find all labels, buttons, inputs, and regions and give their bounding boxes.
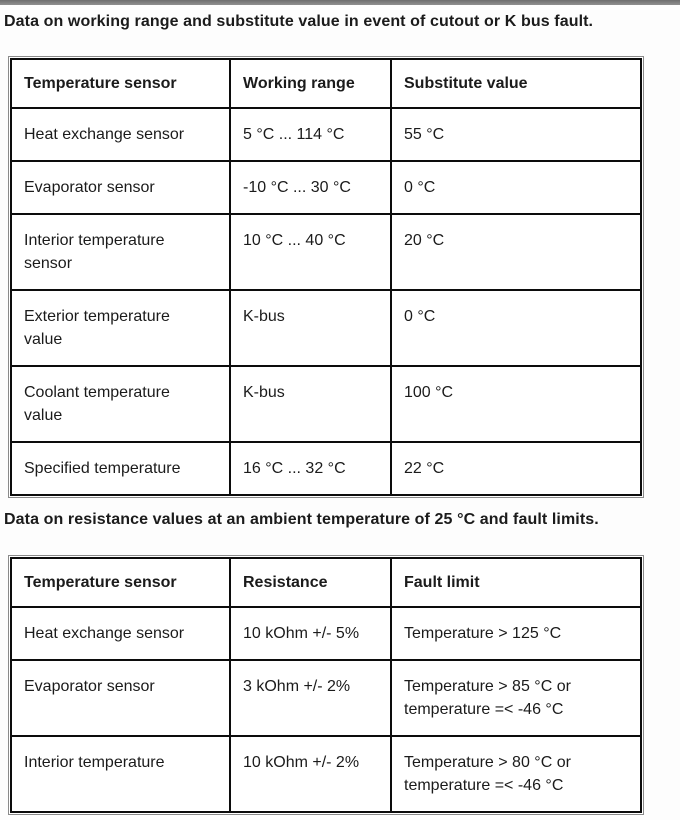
working-range-table bbox=[10, 58, 642, 496]
table-cell: 22 °C bbox=[391, 442, 641, 495]
table-cell: 5 °C ... 114 °C bbox=[230, 108, 391, 161]
table-cell: Temperature > 125 °C bbox=[391, 607, 641, 660]
table-row bbox=[11, 607, 641, 660]
table-row bbox=[11, 366, 641, 442]
column-header: Fault limit bbox=[391, 558, 641, 607]
section-working-range bbox=[0, 12, 680, 503]
working-range-table-frame bbox=[8, 56, 644, 498]
table-row bbox=[11, 214, 641, 290]
table-cell: 10 kOhm +/- 5% bbox=[230, 607, 391, 660]
table-cell: 10 kOhm +/- 2% bbox=[230, 736, 391, 812]
column-header: Resistance bbox=[230, 558, 391, 607]
table-cell: Heat exchange sensor bbox=[11, 607, 230, 660]
table-cell: 55 °C bbox=[391, 108, 641, 161]
table-cell: 0 °C bbox=[391, 161, 641, 214]
table-row bbox=[11, 660, 641, 736]
section-title-working-range: Data on working range and substitute value in event of cutout or K bus fault. bbox=[4, 13, 594, 30]
column-header: Working range bbox=[230, 59, 391, 108]
table-cell: Interior temperature sensor bbox=[11, 214, 230, 290]
section-title-resistance: Data on resistance values at an ambient temperature of 25 °C and fault limits. bbox=[4, 511, 599, 528]
resistance-table-frame bbox=[8, 555, 644, 815]
table-cell: Exterior temperature value bbox=[11, 290, 230, 366]
header-row bbox=[11, 558, 641, 607]
table-cell: -10 °C ... 30 °C bbox=[230, 161, 391, 214]
table-cell: 10 °C ... 40 °C bbox=[230, 214, 391, 290]
column-header: Substitute value bbox=[391, 59, 641, 108]
table-cell: 16 °C ... 32 °C bbox=[230, 442, 391, 495]
table-cell: 0 °C bbox=[391, 290, 641, 366]
column-header: Temperature sensor bbox=[11, 59, 230, 108]
table-cell: K-bus bbox=[230, 366, 391, 442]
top-divider-bar bbox=[0, 0, 680, 5]
table-row bbox=[11, 161, 641, 214]
section-resistance bbox=[0, 510, 680, 820]
table-row bbox=[11, 736, 641, 812]
table-cell: Temperature > 80 °C or temperature =< -46 °C bbox=[391, 736, 641, 812]
column-header: Temperature sensor bbox=[11, 558, 230, 607]
table-cell: K-bus bbox=[230, 290, 391, 366]
table-cell: Interior temperature bbox=[11, 736, 230, 812]
table-row bbox=[11, 108, 641, 161]
table-row bbox=[11, 442, 641, 495]
table-cell: 3 kOhm +/- 2% bbox=[230, 660, 391, 736]
header-row bbox=[11, 59, 641, 108]
table-cell: Evaporator sensor bbox=[11, 161, 230, 214]
table-cell: Heat exchange sensor bbox=[11, 108, 230, 161]
resistance-table bbox=[10, 557, 642, 813]
table-cell: 100 °C bbox=[391, 366, 641, 442]
table-cell: Coolant temperature value bbox=[11, 366, 230, 442]
table-cell: Evaporator sensor bbox=[11, 660, 230, 736]
table-cell: Specified temperature bbox=[11, 442, 230, 495]
table-cell: 20 °C bbox=[391, 214, 641, 290]
table-row bbox=[11, 290, 641, 366]
table-cell: Temperature > 85 °C or temperature =< -46 °C bbox=[391, 660, 641, 736]
